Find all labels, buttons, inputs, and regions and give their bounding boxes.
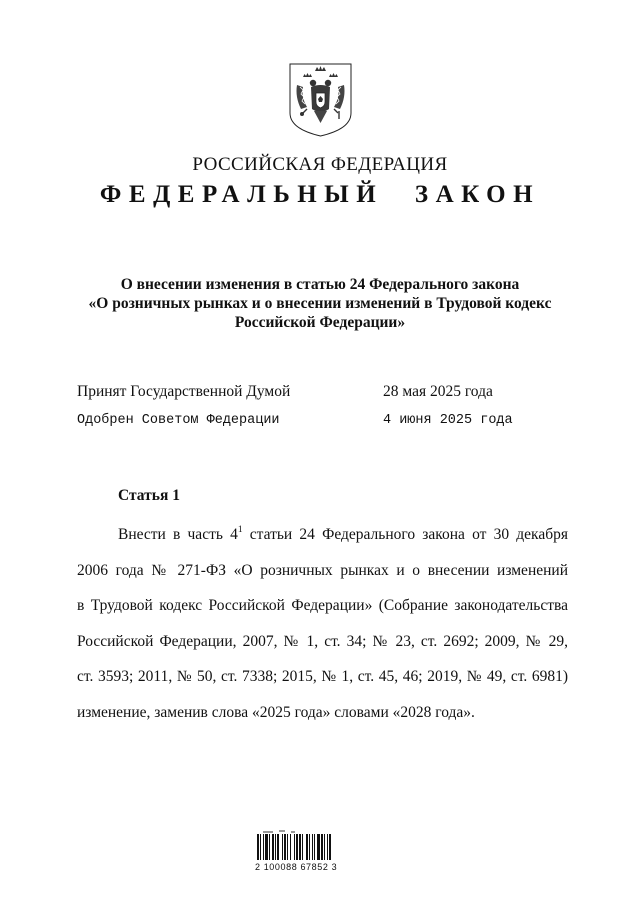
barcode-bar [290, 834, 291, 860]
barcode-bar [309, 834, 310, 860]
barcode-bar [260, 834, 261, 860]
barcode-bar [269, 834, 270, 860]
barcode-bar [314, 834, 315, 860]
barcode-bar [302, 834, 303, 860]
article-heading: Статья 1 [118, 487, 180, 504]
barcode-bar [312, 834, 313, 860]
coat-of-arms-icon [289, 63, 352, 137]
article-superscript: 1 [237, 525, 243, 535]
article-body-line: в Трудовой кодекс Российской Федерации» (Собрание законодательства [77, 597, 568, 614]
barcode-bar [257, 834, 259, 860]
law-type-heading: ФЕДЕРАЛЬНЫЙ ЗАКОН [99, 181, 541, 208]
barcode-bar [263, 834, 264, 860]
law-title-line: О внесении изменения в статью 24 Федерального закона [120, 276, 520, 293]
barcode-bar [287, 834, 288, 860]
barcode-bar [324, 834, 325, 860]
article-body-line: ст. 3593; 2011, № 50, ст. 7338; 2015, № 1, ст. 45, 46; 2019, № 49, ст. 6981) [77, 668, 568, 685]
adoption-council-date: 4 июня 2025 года [383, 413, 513, 428]
barcode-number: 2 100088 67852 3 [255, 862, 338, 872]
law-title [70, 275, 570, 332]
barcode-bar [265, 834, 268, 860]
adoption-council-label: Одобрен Советом Федерации [77, 413, 280, 428]
country-name: РОССИЙСКАЯ ФЕДЕРАЦИЯ [192, 154, 448, 175]
barcode-bar [272, 834, 274, 860]
barcode-bars [255, 830, 375, 862]
barcode-bar [306, 834, 308, 860]
article-text: статьи 24 Федерального закона от 30 декабря [242, 526, 568, 543]
barcode-bar [284, 834, 286, 860]
article-body [77, 517, 568, 730]
barcode-bar [327, 834, 328, 860]
barcode-bar [317, 834, 320, 860]
barcode-bar [321, 834, 323, 860]
adoption-duma-label: Принят Государственной Думой [77, 383, 291, 400]
article-body-line [77, 517, 568, 553]
article-text: Внести в часть 4 [118, 526, 238, 543]
barcode-bar [277, 834, 279, 860]
article-body-line: Российской Федерации, 2007, № 1, ст. 34; № 23, ст. 2692; 2009, № 29, [77, 632, 568, 650]
article-body-line: 2006 года № 271-ФЗ «О розничных рынках и о внесении изменений [77, 561, 568, 579]
barcode-bar [296, 834, 298, 860]
barcode-bar [275, 834, 276, 860]
barcode-bar [299, 834, 301, 860]
law-title-line: «О розничных рынках и о внесении изменений в Трудовой кодекс [88, 295, 552, 312]
adoption-duma-date: 28 мая 2025 года [383, 383, 493, 400]
barcode-bar [294, 834, 295, 860]
law-title-line: Российской Федерации» [234, 314, 406, 331]
barcode-bar [282, 834, 283, 860]
barcode [255, 830, 375, 880]
barcode-bar [329, 834, 331, 860]
article-body-line: изменение, заменив слова «2025 года» словами «2028 года». [77, 703, 475, 721]
barcode-mark [263, 831, 295, 832]
